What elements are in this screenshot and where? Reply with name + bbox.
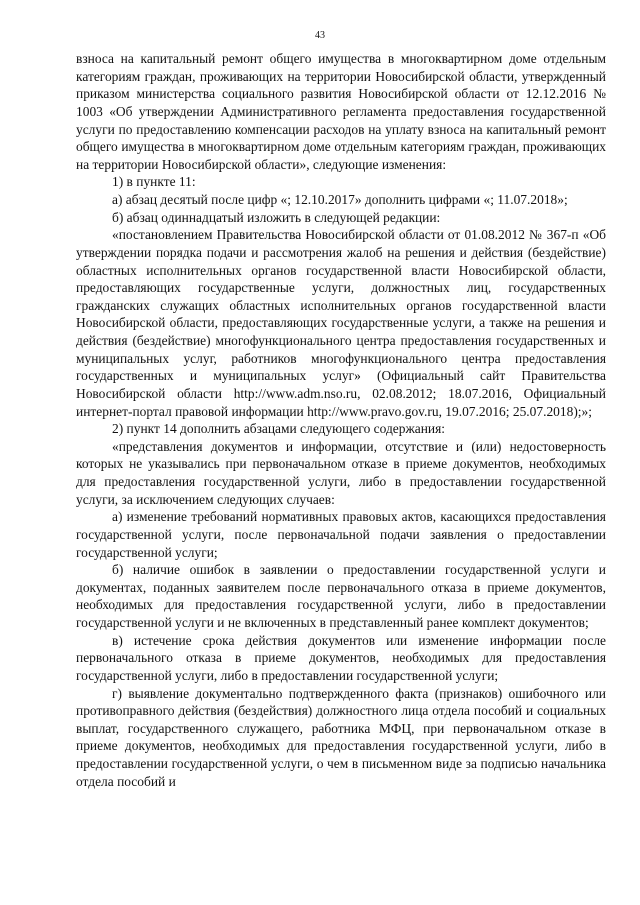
document-body bbox=[76, 50, 606, 790]
paragraph-case-b: б) наличие ошибок в заявлении о предоставлении государственной услуги и документах, поданных заявителем после первоначального отказа в приеме документов, необходимых для предоставления государственной услуги, либо в предоставлении государственной услуги и не включенных в представленный ранее комплект документов; bbox=[76, 562, 606, 630]
paragraph-item-1: 1) в пункте 11: bbox=[112, 174, 196, 190]
paragraph-subitem-a: а) абзац десятый после цифр «; 12.10.2017» дополнить цифрами «; 11.07.2018»; bbox=[112, 192, 568, 207]
paragraph-intro-continuation: взноса на капитальный ремонт общего имущества в многоквартирном доме отдельным категориям граждан, проживающих на территории Новосибирской области, утвержденный приказом министерства социального развития Новосибирской области от 12.12.2016 № 1003 «Об утверждении Административного регламента предоставления государственной услуги по предоставлению компенсации расходов на уплату взноса на капитальный ремонт общего имущества в многоквартирном доме отдельным категориям граждан, проживающих на территории Новосибирской области», следующие изменения: bbox=[76, 51, 606, 172]
page-number: 43 bbox=[315, 30, 325, 41]
paragraph-quoted-resolution: «постановлением Правительства Новосибирской области от 01.08.2012 № 367-п «Об утверждении порядка подачи и рассмотрения жалоб на решения и действия (бездействие) областных исполнительных органов государственной власти Новосибирской области, предоставляющих государственные услуги, должностных лиц, государственных гражданских служащих областных исполнительных органов государственной власти Новосибирской области, предоставляющих государственные услуги, а также на решения и действия (бездействие) многофункционального центра предоставления государственных и муниципальных услуг, работников многофункционального центра предоставления государственных и муниципальных услуг» (Официальный сайт Правительства Новосибирской области http://www.adm.nso.ru, 02.08.2012; 18.07.2016, Официальный интернет-портал правовой информации http://www.pravo.gov.ru, 19.07.2016; 25.07.2018);»; bbox=[76, 227, 606, 419]
paragraph-quoted-documents: «представления документов и информации, отсутствие и (или) недостоверность которых не указывались при первоначальном отказе в приеме документов, необходимых для предоставления государственной услуги, либо в предоставлении государственной услуги, за исключением следующих случаев: bbox=[76, 438, 606, 507]
paragraph-item-2: 2) пункт 14 дополнить абзацами следующего содержания: bbox=[112, 421, 446, 437]
paragraph-subitem-b: б) абзац одиннадцатый изложить в следующей редакции: bbox=[112, 209, 441, 225]
paragraph-case-g: г) выявление документально подтвержденного факта (признаков) ошибочного или противоправного действия (бездействия) должностного лица отдела пособий и социальных выплат, государственного служащего, работника МФЦ, при первоначальном отказе в приеме документов, необходимых для предоставления государственной услуги, либо в предоставлении государственной услуги, о чем в письменном виде за подписью начальника отдела пособий и bbox=[76, 685, 606, 789]
paragraph-case-a: а) изменение требований нормативных правовых актов, касающихся предоставления государственной услуги, после первоначальной подачи заявления о предоставлении государственной услуги; bbox=[76, 509, 606, 560]
paragraph-case-v: в) истечение срока действия документов или изменение информации после первоначального отказа в приеме документов, необходимых для предоставления государственной услуги, либо в предоставлении государственной услуги; bbox=[76, 632, 606, 683]
